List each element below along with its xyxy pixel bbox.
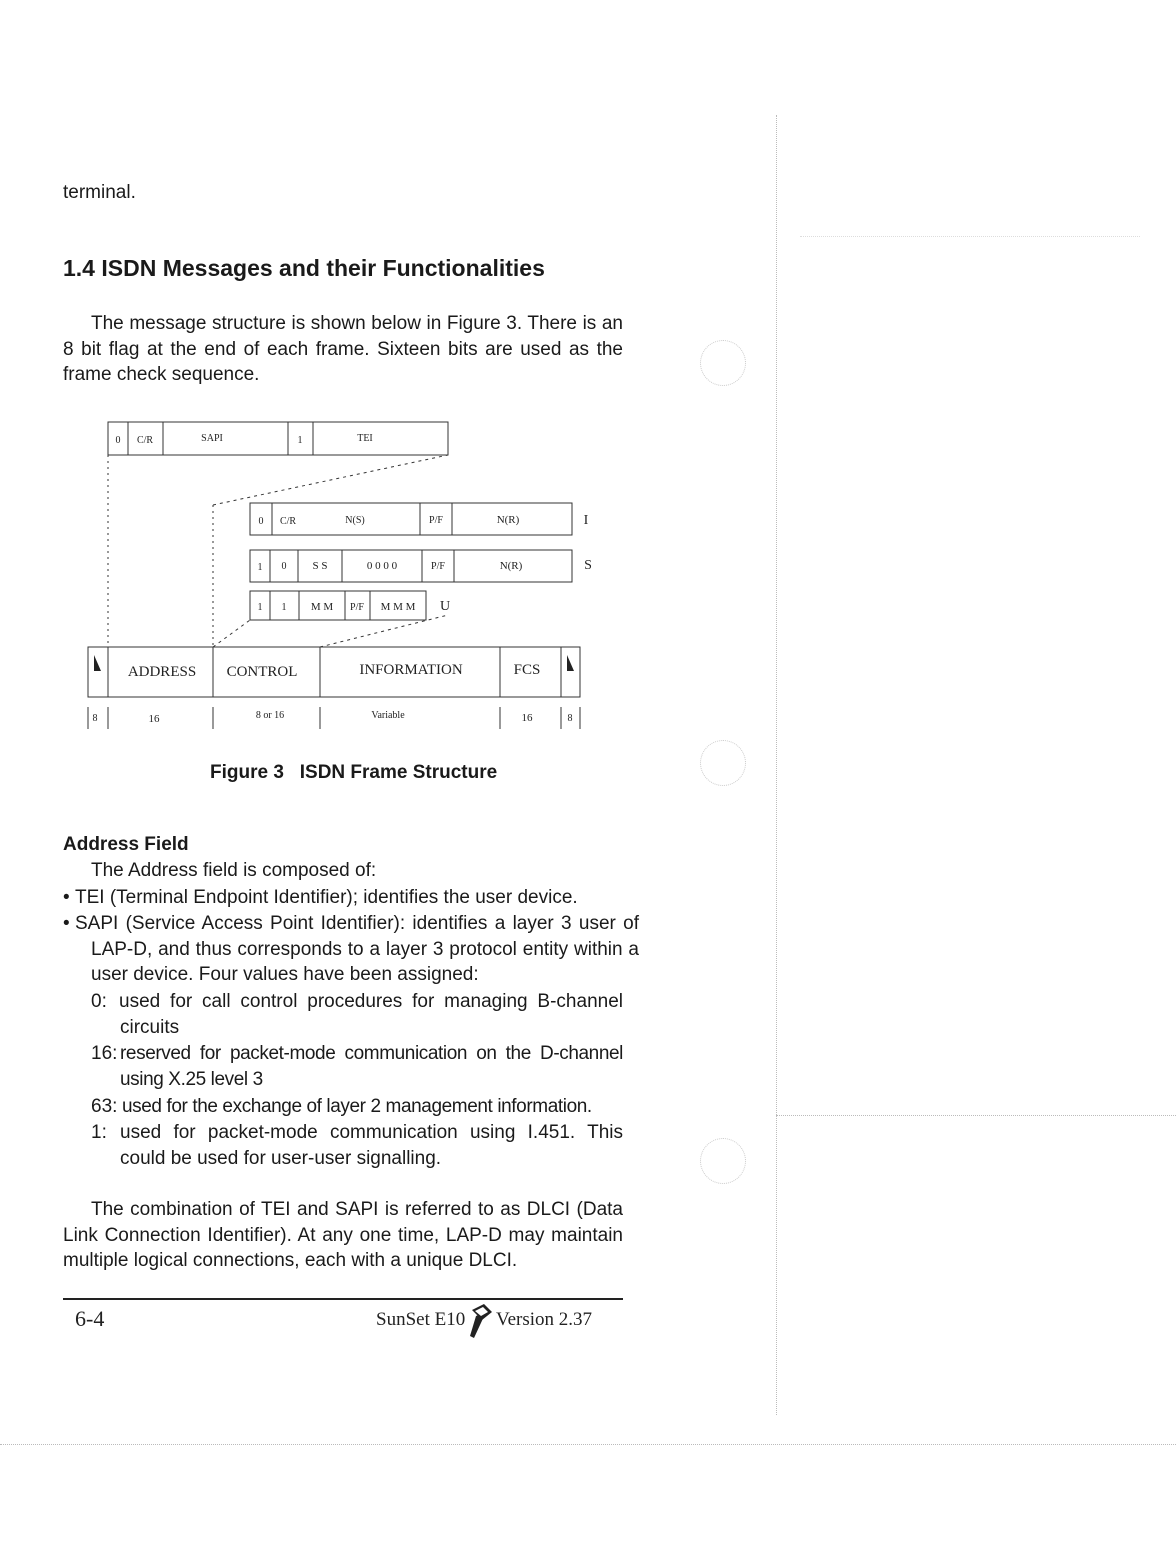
field-information: INFORMATION <box>359 662 463 678</box>
punch-hole <box>700 1138 746 1184</box>
addr-tei: TEI <box>357 433 373 444</box>
i-label: I <box>583 513 589 528</box>
i-nr: N(R) <box>496 514 520 526</box>
section-heading: 1.4 ISDN Messages and their Functionalities <box>63 255 545 281</box>
intro-paragraph: The message structure is shown below in Figure 3. There is an 8 bit flag at the end of each frame. Sixteen bits are used as the frame check sequence. <box>63 313 623 385</box>
u-pf: P/F <box>350 602 364 613</box>
sapi-desc: used for call control procedures for managing B-channel circuits <box>119 991 623 1038</box>
s-ss: S S <box>312 560 328 572</box>
sapi-desc: used for packet-mode communication using I.451. This could be used for user-user signalling. <box>120 1122 623 1169</box>
closing-paragraph: The combination of TEI and SAPI is referred to as DLCI (Data Link Connection Identifier). At any one time, LAP-D may maintain multiple logical connections, each with a unique DLCI. <box>63 1199 623 1271</box>
punch-hole <box>700 340 746 386</box>
address-field-intro: The Address field is composed of: <box>91 860 377 881</box>
i-pf: P/F <box>429 515 443 526</box>
addr-sapi: SAPI <box>201 433 223 444</box>
u-bit-1a: 1 <box>257 602 263 613</box>
size-flag-end: 8 <box>567 713 573 724</box>
address-field-title: Address Field <box>63 834 189 855</box>
product-name: SunSet E10 <box>376 1309 466 1330</box>
scan-line <box>776 1115 1176 1116</box>
sapi-desc: used for the exchange of layer 2 management information. <box>122 1096 592 1117</box>
sapi-num: 63: <box>91 1096 118 1117</box>
s-nr: N(R) <box>499 560 523 572</box>
sapi-num: 16: <box>91 1043 118 1064</box>
size-control: 8 or 16 <box>255 710 285 721</box>
addr-bit-1: 1 <box>297 435 303 446</box>
i-bit-0: 0 <box>258 516 264 527</box>
field-control: CONTROL <box>226 664 298 680</box>
punch-hole <box>700 740 746 786</box>
bullet-icon: • <box>63 887 70 908</box>
addr-bit-0: 0 <box>115 435 121 446</box>
footer-rule <box>63 1298 623 1300</box>
page-edge-line <box>776 115 777 1415</box>
u-mmm: M M M <box>380 601 416 613</box>
flag-marker-icon <box>94 655 101 671</box>
s-bit-1: 1 <box>257 562 263 573</box>
s-bit-0: 0 <box>281 561 287 572</box>
field-fcs: FCS <box>513 662 541 678</box>
size-flag-start: 8 <box>92 713 98 724</box>
u-bit-1b: 1 <box>281 602 287 613</box>
u-label: U <box>439 599 451 614</box>
sapi-num: 1: <box>91 1122 107 1143</box>
flag-marker-icon <box>567 655 574 671</box>
scan-line <box>0 1444 1176 1445</box>
addr-cr: C/R <box>136 435 154 446</box>
page-number: 6-4 <box>75 1306 105 1331</box>
size-information: Variable <box>371 710 405 721</box>
i-cr: C/R <box>279 516 297 527</box>
s-zeros: 0 0 0 0 <box>366 560 398 572</box>
scan-line <box>800 236 1140 237</box>
intro-word: terminal. <box>63 182 136 203</box>
bullet-tei: TEI (Terminal Endpoint Identifier); identifies the user device. <box>75 887 578 908</box>
sapi-desc: reserved for packet-mode communication on the D-channel using X.25 level 3 <box>120 1043 623 1090</box>
sapi-num: 0: <box>91 991 107 1012</box>
version-label: Version 2.37 <box>496 1309 593 1330</box>
s-pf: P/F <box>431 561 445 572</box>
s-label: S <box>584 558 592 573</box>
field-address: ADDRESS <box>127 664 197 680</box>
figure-caption: Figure 3 ISDN Frame Structure <box>210 762 498 783</box>
size-fcs: 16 <box>521 712 533 724</box>
size-address: 16 <box>148 713 160 725</box>
isdn-frame-diagram <box>80 415 600 740</box>
i-ns: N(S) <box>345 515 365 526</box>
bullet-sapi: SAPI (Service Access Point Identifier): identifies a layer 3 user of LAP-D, and thus corresponds to a layer 3 protocol entity within a user device. Four values have been assigned: <box>75 913 639 985</box>
u-mm: M M <box>310 601 334 613</box>
handset-logo-icon <box>466 1302 494 1342</box>
bullet-icon: • <box>63 913 70 934</box>
